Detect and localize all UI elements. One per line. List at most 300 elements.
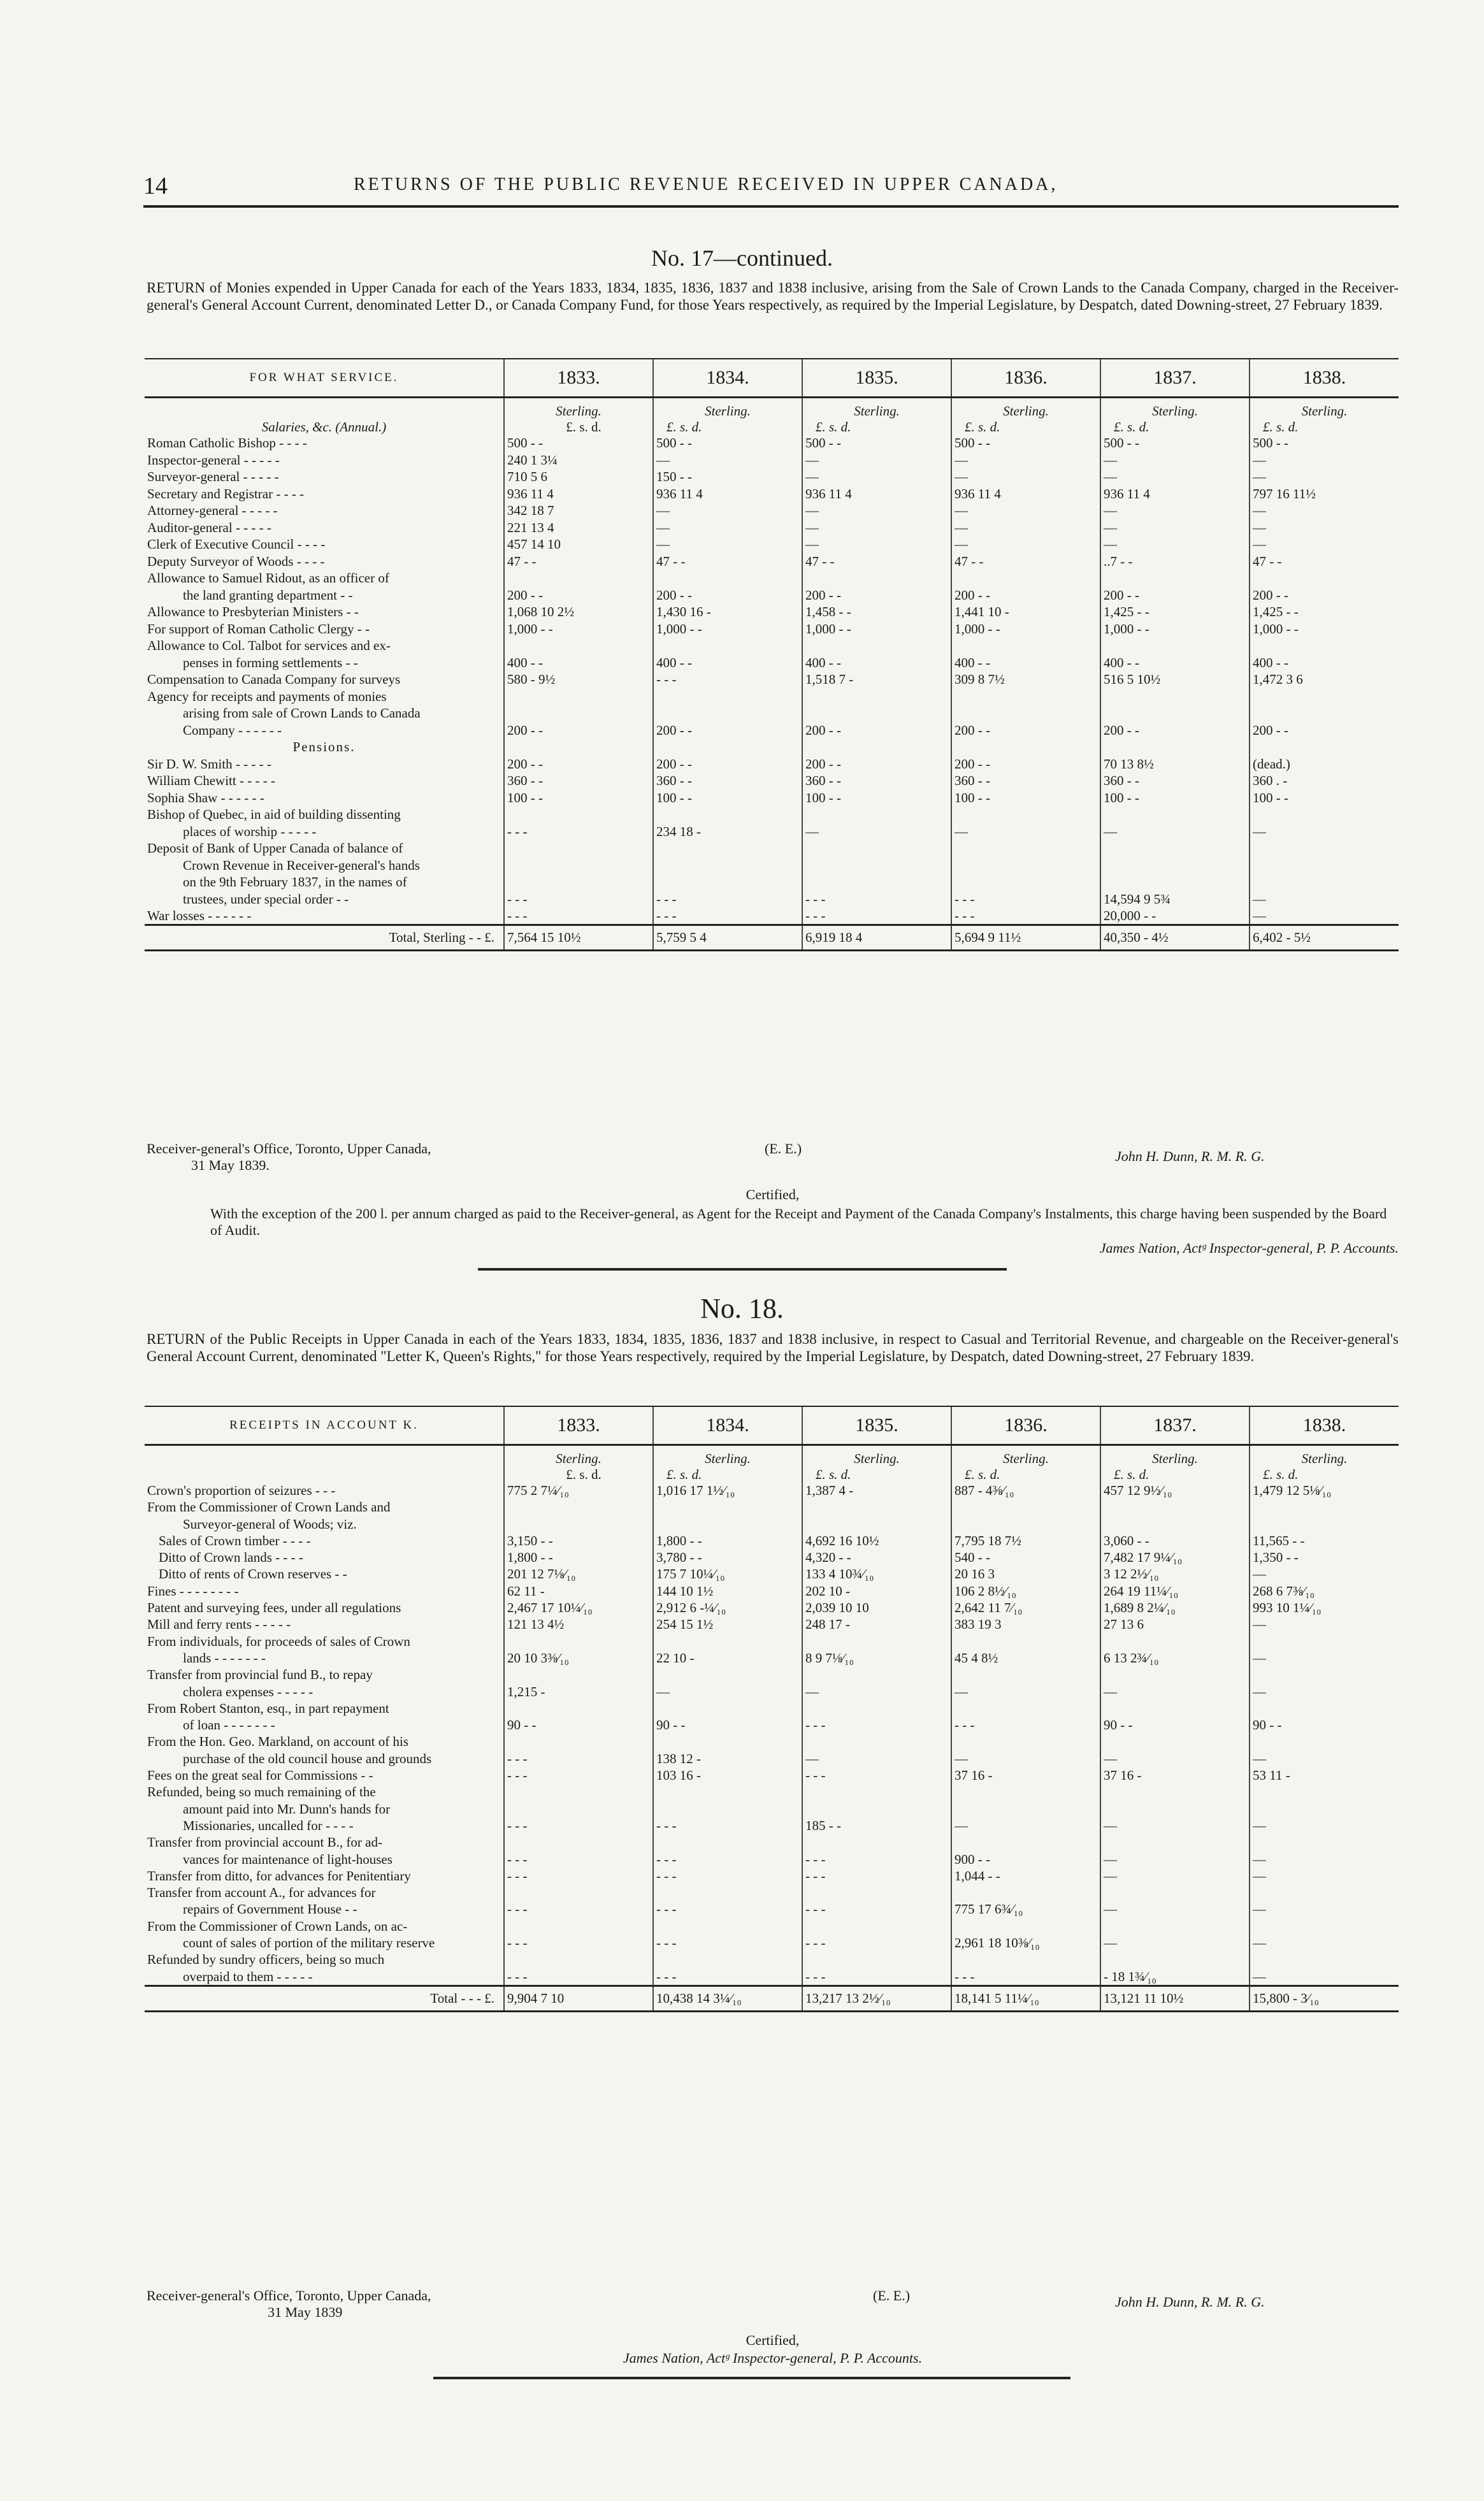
column-header-year: 1836. xyxy=(951,359,1100,398)
table-row xyxy=(145,537,1399,554)
row-value xyxy=(802,1499,951,1516)
row-label: Transfer from ditto, for advances for Penitentiary xyxy=(147,1868,411,1884)
row-value: 3 12 2½⁄₁₀ xyxy=(1100,1566,1250,1583)
row-value xyxy=(1100,1734,1250,1750)
row-value: — xyxy=(951,824,1100,841)
row-value: 20 10 3⅜⁄₁₀ xyxy=(504,1650,653,1667)
table-row xyxy=(145,604,1399,621)
table-row xyxy=(145,1901,1399,1918)
row-value: 383 19 3 xyxy=(951,1617,1100,1633)
row-value: — xyxy=(1100,1751,1250,1768)
row-value: 1,068 10 2½ xyxy=(504,604,653,621)
row-value xyxy=(802,858,951,875)
row-value xyxy=(802,705,951,723)
row-value: 264 19 11¼⁄₁₀ xyxy=(1100,1583,1250,1600)
row-value xyxy=(653,1919,802,1935)
return17-table xyxy=(145,358,1399,951)
row-value: — xyxy=(1250,1617,1399,1633)
column-header-year: 1833. xyxy=(504,359,653,398)
row-value xyxy=(802,840,951,858)
total-value: 13,121 11 10½ xyxy=(1100,1986,1250,2011)
table-row xyxy=(145,1885,1399,1901)
row-label: War losses - - - - - - xyxy=(147,908,252,923)
row-value: — xyxy=(802,469,951,486)
row-label: Bishop of Quebec, in aid of building dissenting xyxy=(147,807,401,822)
return17-intro: RETURN of Monies expended in Upper Canada for each of the Years 1833, 1834, 1835, 1836, 1837 and 1838 inclusive, arising from the Sale of Crown Lands to the Canada Company, charged in the Receiver-general's General Account Current, denominated Letter D., or Canada Company Fund, for those Years respectively, as required by the Imperial Legislature, by Despatch, dated Downing-street, 27 February 1839. xyxy=(147,280,1399,313)
column-header-year: 1835. xyxy=(802,1406,951,1445)
row-value: 775 17 6¾⁄₁₀ xyxy=(951,1901,1100,1918)
row-value xyxy=(1100,1784,1250,1801)
currency-label: £. s. d. xyxy=(504,1467,653,1483)
table-row xyxy=(145,1667,1399,1683)
row-value: 1,000 - - xyxy=(1250,621,1399,638)
row-label: Clerk of Executive Council - - - - xyxy=(147,537,326,552)
row-label: repairs of Government House - - xyxy=(183,1901,357,1917)
row-value: - - - xyxy=(504,1818,653,1834)
row-value: - - - xyxy=(504,1901,653,1918)
row-value: 1,441 10 - xyxy=(951,604,1100,621)
row-value: 400 - - xyxy=(1250,655,1399,672)
row-value: 106 2 8½⁄₁₀ xyxy=(951,1583,1100,1600)
row-value xyxy=(653,739,802,756)
row-value: 2,961 18 10⅜⁄₁₀ xyxy=(951,1935,1100,1952)
row-value xyxy=(802,689,951,706)
row-value: 90 - - xyxy=(504,1717,653,1734)
row-label: Missionaries, uncalled for - - - - xyxy=(183,1817,354,1833)
row-value xyxy=(1250,1784,1399,1801)
row-label: Transfer from provincial fund B., to repay xyxy=(147,1667,373,1683)
row-label: Allowance to Col. Talbot for services and ex- xyxy=(147,638,391,653)
row-value: 100 - - xyxy=(653,790,802,807)
row-value: 47 - - xyxy=(504,554,653,571)
table-row xyxy=(145,1684,1399,1701)
row-value: - - - xyxy=(653,891,802,909)
table-row xyxy=(145,858,1399,875)
row-value xyxy=(653,1701,802,1717)
row-value xyxy=(1100,1701,1250,1717)
table-row xyxy=(145,1583,1399,1600)
row-value: 1,000 - - xyxy=(504,621,653,638)
row-value: - - - xyxy=(504,1852,653,1868)
row-label: Ditto of Crown lands - - - - xyxy=(159,1550,303,1566)
row-label: Roman Catholic Bishop - - - - xyxy=(147,435,307,450)
row-label: Crown's proportion of seizures - - - xyxy=(147,1483,336,1498)
table-row xyxy=(145,1852,1399,1868)
row-label: trustees, under special order - - xyxy=(183,891,349,907)
row-value xyxy=(504,840,653,858)
row-value: 500 - - xyxy=(504,435,653,452)
table-row xyxy=(145,587,1399,605)
date-line: 31 May 1839 xyxy=(268,2304,343,2320)
date-line: 31 May 1839. xyxy=(191,1157,270,1173)
row-value: — xyxy=(1250,1751,1399,1768)
row-value xyxy=(1250,1701,1399,1717)
initials: (E. E.) xyxy=(765,1141,802,1157)
row-value: 201 12 7⅛⁄₁₀ xyxy=(504,1566,653,1583)
return18-heading: No. 18. xyxy=(700,1293,784,1324)
sterling-label: Sterling. xyxy=(951,398,1100,420)
row-label: Sales of Crown timber - - - - xyxy=(159,1532,311,1548)
row-value: 200 - - xyxy=(951,723,1100,740)
row-value: 150 - - xyxy=(653,469,802,486)
row-value: 1,000 - - xyxy=(1100,621,1250,638)
row-value xyxy=(1250,1734,1399,1750)
row-label: Ditto of rents of Crown reserves - - xyxy=(159,1566,347,1582)
row-value: 47 - - xyxy=(802,554,951,571)
row-value: — xyxy=(1100,1935,1250,1952)
row-label: Crown Revenue in Receiver-general's hands xyxy=(183,857,420,873)
row-value: — xyxy=(1250,1566,1399,1583)
row-value: 90 - - xyxy=(1250,1717,1399,1734)
row-value xyxy=(951,705,1100,723)
row-value xyxy=(802,1517,951,1533)
sterling-label: Sterling. xyxy=(802,398,951,420)
row-value: 200 - - xyxy=(504,587,653,605)
column-header-year: 1833. xyxy=(504,1406,653,1445)
row-value xyxy=(802,807,951,824)
row-value xyxy=(802,1784,951,1801)
column-header-year: 1838. xyxy=(1250,359,1399,398)
row-value: 1,387 4 - xyxy=(802,1483,951,1499)
row-value: 3,780 - - xyxy=(653,1550,802,1566)
row-value xyxy=(653,807,802,824)
row-label: places of worship - - - - - xyxy=(183,823,317,839)
row-value: 202 10 - xyxy=(802,1583,951,1600)
table-row xyxy=(145,1734,1399,1750)
currency-label: £. s. d. xyxy=(802,419,951,435)
row-value xyxy=(951,858,1100,875)
row-value: — xyxy=(951,503,1100,520)
currency-label: £. s. d. xyxy=(951,1467,1100,1483)
row-value: 47 - - xyxy=(653,554,802,571)
row-value: 47 - - xyxy=(951,554,1100,571)
row-value xyxy=(1100,1952,1250,1968)
row-value: 360 - - xyxy=(802,773,951,790)
column-header-year: 1837. xyxy=(1100,1406,1250,1445)
column-header-year: 1838. xyxy=(1250,1406,1399,1445)
row-value: — xyxy=(1250,452,1399,470)
row-value: — xyxy=(653,503,802,520)
row-value: 1,689 8 2¼⁄₁₀ xyxy=(1100,1600,1250,1617)
total-label: Total - - - £. xyxy=(145,1986,504,2011)
row-value: 1,472 3 6 xyxy=(1250,672,1399,689)
row-value: 1,479 12 5⅛⁄₁₀ xyxy=(1250,1483,1399,1499)
row-value xyxy=(951,1667,1100,1683)
row-value: — xyxy=(1250,1868,1399,1885)
row-value: — xyxy=(1250,520,1399,537)
row-value xyxy=(1100,570,1250,587)
row-value: 37 16 - xyxy=(951,1768,1100,1784)
section-divider xyxy=(478,1268,1007,1271)
row-value xyxy=(653,1517,802,1533)
row-value: — xyxy=(802,1751,951,1768)
row-value xyxy=(504,1734,653,1750)
row-value: 100 - - xyxy=(951,790,1100,807)
row-value xyxy=(653,840,802,858)
row-value xyxy=(802,1634,951,1650)
row-label: count of sales of portion of the military reserve xyxy=(183,1935,435,1951)
return18-table xyxy=(145,1406,1399,2012)
row-value: 121 13 4½ xyxy=(504,1617,653,1633)
row-value xyxy=(653,1885,802,1901)
row-value: 936 11 4 xyxy=(802,486,951,503)
running-header xyxy=(143,172,1399,200)
row-value xyxy=(504,1499,653,1516)
row-label: From Robert Stanton, esq., in part repayment xyxy=(147,1700,389,1716)
row-value: — xyxy=(1100,452,1250,470)
row-label: Transfer from account A., for advances for xyxy=(147,1885,376,1901)
row-value: 248 17 - xyxy=(802,1617,951,1633)
row-value: - - - xyxy=(504,908,653,925)
row-value: 200 - - xyxy=(1100,587,1250,605)
row-value: — xyxy=(1250,824,1399,841)
sterling-label: Sterling. xyxy=(504,398,653,420)
row-value: 200 - - xyxy=(802,723,951,740)
row-value: 500 - - xyxy=(951,435,1100,452)
row-value: 775 2 7¼⁄₁₀ xyxy=(504,1483,653,1499)
row-value: 22 10 - xyxy=(653,1650,802,1667)
table-row xyxy=(145,1550,1399,1566)
row-value xyxy=(504,1517,653,1533)
row-value: - - - xyxy=(802,1868,951,1885)
total-value: 5,694 9 11½ xyxy=(951,925,1100,951)
row-value: 457 12 9½⁄₁₀ xyxy=(1100,1483,1250,1499)
row-label: Fines - - - - - - - - xyxy=(147,1583,239,1599)
row-value xyxy=(653,638,802,655)
row-label: penses in forming settlements - - xyxy=(183,654,358,670)
row-value xyxy=(951,1834,1100,1851)
row-value xyxy=(653,1667,802,1683)
row-value xyxy=(951,1952,1100,1968)
table-row xyxy=(145,1818,1399,1834)
table-row xyxy=(145,739,1399,756)
table-row xyxy=(145,503,1399,520)
row-value: 400 - - xyxy=(951,655,1100,672)
row-value: 200 - - xyxy=(951,756,1100,774)
row-value: 1,044 - - xyxy=(951,1868,1100,1885)
row-value xyxy=(802,1801,951,1818)
row-label: lands - - - - - - - xyxy=(183,1650,266,1666)
row-value xyxy=(951,1801,1100,1818)
row-label: Sophia Shaw - - - - - - xyxy=(147,789,264,805)
row-value: — xyxy=(951,537,1100,554)
row-value: 254 15 1½ xyxy=(653,1617,802,1633)
row-value: - - - xyxy=(504,891,653,909)
row-value: - - - xyxy=(504,1768,653,1784)
row-value xyxy=(1250,1834,1399,1851)
row-value: 936 11 4 xyxy=(653,486,802,503)
row-value: — xyxy=(1100,503,1250,520)
row-value: 62 11 - xyxy=(504,1583,653,1600)
row-value xyxy=(1250,874,1399,891)
signature: John H. Dunn, R. M. R. G. xyxy=(1115,1148,1265,1164)
row-value: - - - xyxy=(802,1717,951,1734)
row-value: 200 - - xyxy=(653,587,802,605)
row-value: 900 - - xyxy=(951,1852,1100,1868)
row-value: - - - xyxy=(802,1901,951,1918)
row-value xyxy=(504,1801,653,1818)
row-value: — xyxy=(1250,1684,1399,1701)
row-label: Sir D. W. Smith - - - - - xyxy=(147,756,271,772)
currency-label: £. s. d. xyxy=(1100,419,1250,435)
row-value: 144 10 1½ xyxy=(653,1583,802,1600)
row-label: overpaid to them - - - - - xyxy=(183,1968,313,1984)
row-value: 234 18 - xyxy=(653,824,802,841)
row-value: - - - xyxy=(951,908,1100,925)
table-row xyxy=(145,655,1399,672)
row-value: 516 5 10½ xyxy=(1100,672,1250,689)
row-value: 1,458 - - xyxy=(802,604,951,621)
table-row xyxy=(145,1517,1399,1533)
row-value: 500 - - xyxy=(653,435,802,452)
row-value: — xyxy=(1250,891,1399,909)
row-label: the land granting department - - xyxy=(183,587,353,603)
currency-label: £. s. d. xyxy=(653,1467,802,1483)
row-value: 37 16 - xyxy=(1100,1768,1250,1784)
row-label: Compensation to Canada Company for surveys xyxy=(147,672,401,687)
certification-signature: James Nation, Actᵍ Inspector-general, P. P. Accounts. xyxy=(623,2350,923,2366)
row-value xyxy=(504,807,653,824)
row-value: - - - xyxy=(504,1969,653,1986)
row-value: 7,795 18 7½ xyxy=(951,1533,1100,1550)
row-value: — xyxy=(1250,908,1399,925)
page-number: 14 xyxy=(143,173,168,199)
row-value: 500 - - xyxy=(1250,435,1399,452)
row-value: — xyxy=(1100,1901,1250,1918)
currency-label: £. s. d. xyxy=(1250,1467,1399,1483)
row-value xyxy=(951,1701,1100,1717)
row-value: - - - xyxy=(504,1935,653,1952)
row-value: 993 10 1¼⁄₁₀ xyxy=(1250,1600,1399,1617)
row-value: 200 - - xyxy=(1250,723,1399,740)
running-title: RETURNS OF THE PUBLIC REVENUE RECEIVED IN UPPER CANADA, xyxy=(354,175,1058,194)
total-value: 13,217 13 2½⁄₁₀ xyxy=(802,1986,951,2011)
row-value: 797 16 11½ xyxy=(1250,486,1399,503)
row-value xyxy=(951,570,1100,587)
table-row xyxy=(145,807,1399,824)
table-row xyxy=(145,554,1399,571)
table-row xyxy=(145,1634,1399,1650)
row-value: - - - xyxy=(802,908,951,925)
row-value: 309 8 7½ xyxy=(951,672,1100,689)
table-row xyxy=(145,1935,1399,1952)
row-value xyxy=(1100,1667,1250,1683)
row-value xyxy=(504,1701,653,1717)
office-line: Receiver-general's Office, Toronto, Upper Canada, xyxy=(147,2288,431,2303)
row-value xyxy=(802,570,951,587)
certified-label: Certified, xyxy=(746,1186,800,1202)
row-value: 360 - - xyxy=(653,773,802,790)
total-value: 15,800 - 3⁄₁₀ xyxy=(1250,1986,1399,2011)
table-row xyxy=(145,520,1399,537)
row-value: 1,425 - - xyxy=(1250,604,1399,621)
table-row xyxy=(145,773,1399,790)
row-value: 11,565 - - xyxy=(1250,1533,1399,1550)
row-value xyxy=(1250,1952,1399,1968)
row-value xyxy=(951,874,1100,891)
row-value: — xyxy=(951,1751,1100,1768)
row-value: 1,000 - - xyxy=(951,621,1100,638)
row-label: Surveyor-general of Woods; viz. xyxy=(183,1516,357,1532)
row-value: 200 - - xyxy=(504,756,653,774)
row-label: Auditor-general - - - - - xyxy=(147,519,271,535)
row-value: 1,000 - - xyxy=(802,621,951,638)
row-value: 360 . - xyxy=(1250,773,1399,790)
row-value: 53 11 - xyxy=(1250,1768,1399,1784)
row-value: 200 - - xyxy=(653,756,802,774)
column-header-year: 1836. xyxy=(951,1406,1100,1445)
row-value: 14,594 9 5¾ xyxy=(1100,891,1250,909)
row-value: 1,016 17 1½⁄₁₀ xyxy=(653,1483,802,1499)
row-value: - - - xyxy=(504,1751,653,1768)
table-row xyxy=(145,756,1399,774)
row-value: — xyxy=(1100,1868,1250,1885)
row-label: Refunded, being so much remaining of the xyxy=(147,1784,376,1800)
total-value: 6,402 - 5½ xyxy=(1250,925,1399,951)
row-value: 580 - 9½ xyxy=(504,672,653,689)
sterling-label: Sterling. xyxy=(653,398,802,420)
column-header-year: 1834. xyxy=(653,1406,802,1445)
row-value xyxy=(802,1919,951,1935)
row-value: - - - xyxy=(951,1717,1100,1734)
row-value: 20,000 - - xyxy=(1100,908,1250,925)
row-value: 457 14 10 xyxy=(504,537,653,554)
table-row xyxy=(145,824,1399,841)
row-value xyxy=(653,1952,802,1968)
table-row xyxy=(145,1533,1399,1550)
row-value: 2,039 10 10 xyxy=(802,1600,951,1617)
row-value: - - - xyxy=(653,1868,802,1885)
row-value: 200 - - xyxy=(802,756,951,774)
row-value: — xyxy=(951,520,1100,537)
row-value xyxy=(504,1919,653,1935)
row-value xyxy=(1100,840,1250,858)
row-value xyxy=(1250,1517,1399,1533)
row-value: 1,800 - - xyxy=(653,1533,802,1550)
row-value xyxy=(1100,1885,1250,1901)
row-value: 1,518 7 - xyxy=(802,672,951,689)
row-value xyxy=(653,1734,802,1750)
row-value xyxy=(802,1734,951,1750)
table-row xyxy=(145,1768,1399,1784)
row-value: 90 - - xyxy=(653,1717,802,1734)
row-value: 138 12 - xyxy=(653,1751,802,1768)
row-value xyxy=(802,1667,951,1683)
table-row xyxy=(145,891,1399,909)
row-value: - - - xyxy=(653,908,802,925)
row-value: — xyxy=(653,537,802,554)
row-value: — xyxy=(802,1684,951,1701)
row-value: — xyxy=(1250,1935,1399,1952)
table-row xyxy=(145,790,1399,807)
row-value: — xyxy=(1100,537,1250,554)
row-value xyxy=(504,1634,653,1650)
row-value: - - - xyxy=(653,672,802,689)
row-value: — xyxy=(951,1818,1100,1834)
table-row xyxy=(145,705,1399,723)
row-value: 936 11 4 xyxy=(951,486,1100,503)
total-value: 6,919 18 4 xyxy=(802,925,951,951)
row-value xyxy=(951,840,1100,858)
row-label: Deposit of Bank of Upper Canada of balance of xyxy=(147,840,403,856)
currency-label: £. s. d. xyxy=(802,1467,951,1483)
row-value xyxy=(1250,1667,1399,1683)
row-value: - - - xyxy=(951,891,1100,909)
row-value xyxy=(653,874,802,891)
row-value: ..7 - - xyxy=(1100,554,1250,571)
row-value: - - - xyxy=(504,1868,653,1885)
row-label: Deputy Surveyor of Woods - - - - xyxy=(147,553,325,569)
